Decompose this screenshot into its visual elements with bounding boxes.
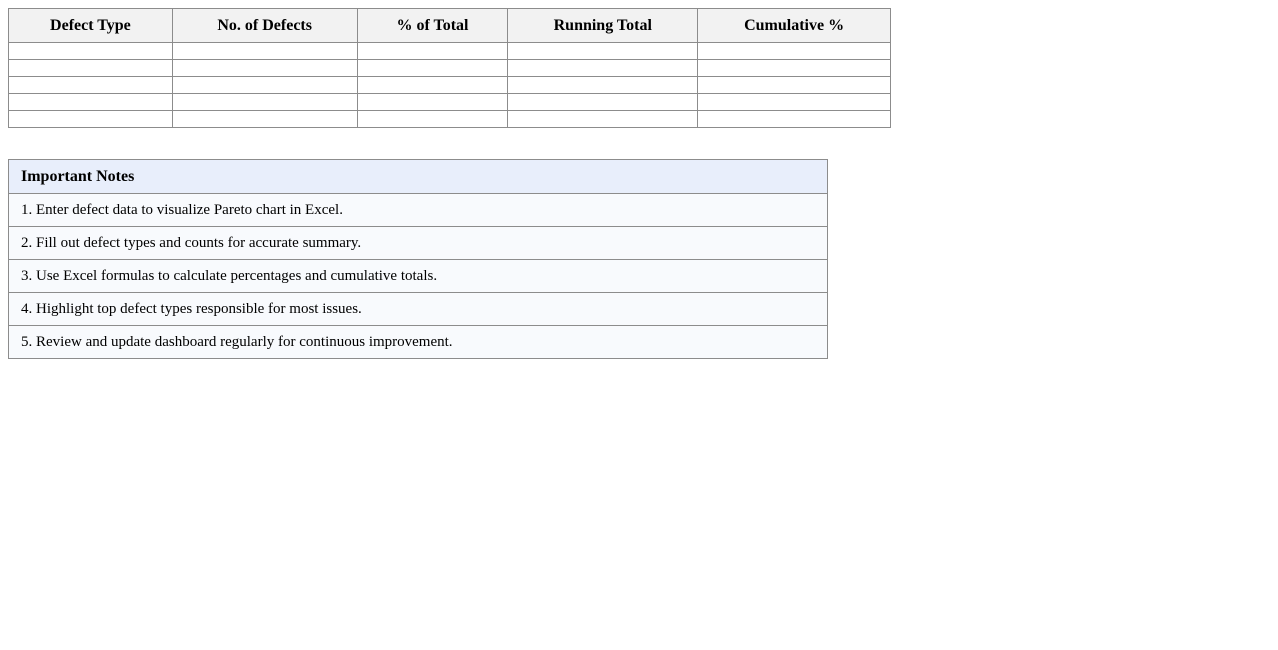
table-cell[interactable] — [508, 60, 698, 77]
important-notes-table — [8, 159, 828, 359]
table-row — [9, 94, 891, 111]
list-item — [9, 260, 828, 293]
table-row — [9, 77, 891, 94]
table-cell[interactable] — [357, 77, 508, 94]
table-cell[interactable] — [698, 77, 891, 94]
table-row — [9, 60, 891, 77]
note-item-3: 3. Use Excel formulas to calculate percentages and cumulative totals. — [9, 260, 828, 293]
note-item-5: 5. Review and update dashboard regularly for continuous improvement. — [9, 326, 828, 359]
table-cell[interactable] — [357, 43, 508, 60]
table-cell[interactable] — [172, 77, 357, 94]
list-item — [9, 194, 828, 227]
table-cell[interactable] — [172, 60, 357, 77]
defect-table-header-row — [9, 9, 891, 43]
table-cell[interactable] — [9, 94, 173, 111]
note-item-4: 4. Highlight top defect types responsible for most issues. — [9, 293, 828, 326]
table-cell[interactable] — [9, 111, 173, 128]
table-cell[interactable] — [357, 94, 508, 111]
table-cell[interactable] — [357, 111, 508, 128]
table-cell[interactable] — [508, 111, 698, 128]
list-item — [9, 326, 828, 359]
column-header-no-of-defects: No. of Defects — [172, 9, 357, 43]
list-item — [9, 293, 828, 326]
notes-header-row — [9, 160, 828, 194]
table-cell[interactable] — [508, 94, 698, 111]
table-cell[interactable] — [9, 60, 173, 77]
table-row — [9, 111, 891, 128]
table-cell[interactable] — [698, 111, 891, 128]
list-item — [9, 227, 828, 260]
column-header-cumulative-percent: Cumulative % — [698, 9, 891, 43]
table-cell[interactable] — [172, 94, 357, 111]
table-cell[interactable] — [508, 77, 698, 94]
defect-summary-table — [8, 8, 891, 128]
table-cell[interactable] — [698, 60, 891, 77]
table-cell[interactable] — [357, 60, 508, 77]
notes-title: Important Notes — [9, 160, 828, 194]
column-header-percent-of-total: % of Total — [357, 9, 508, 43]
table-cell[interactable] — [698, 94, 891, 111]
table-cell[interactable] — [9, 43, 173, 60]
table-cell[interactable] — [9, 77, 173, 94]
table-row — [9, 43, 891, 60]
column-header-defect-type: Defect Type — [9, 9, 173, 43]
table-cell[interactable] — [698, 43, 891, 60]
note-item-2: 2. Fill out defect types and counts for accurate summary. — [9, 227, 828, 260]
table-cell[interactable] — [172, 111, 357, 128]
note-item-1: 1. Enter defect data to visualize Pareto chart in Excel. — [9, 194, 828, 227]
table-cell[interactable] — [172, 43, 357, 60]
column-header-running-total: Running Total — [508, 9, 698, 43]
table-cell[interactable] — [508, 43, 698, 60]
